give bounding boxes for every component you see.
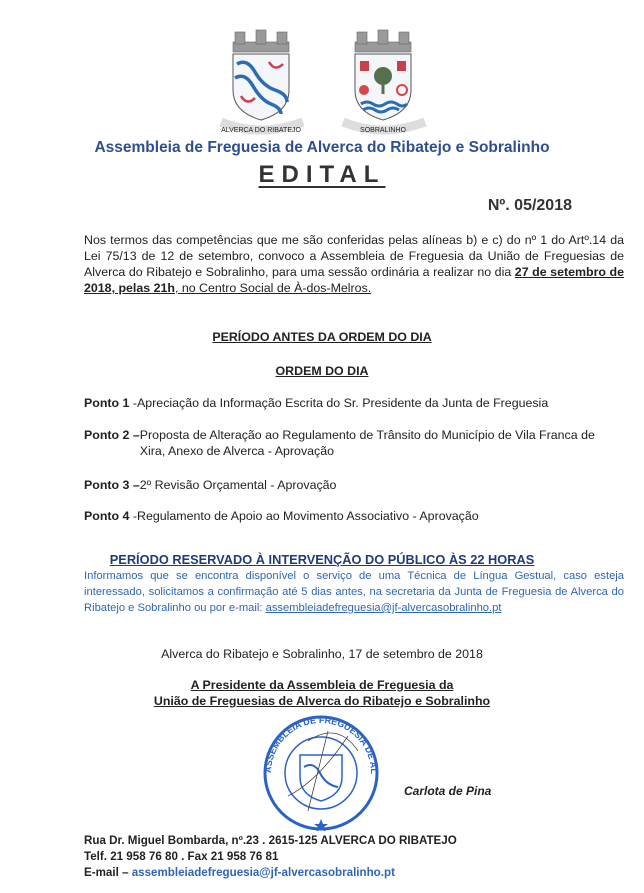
place-date: Alverca do Ribatejo e Sobralinho, 17 de setembro de 2018 xyxy=(161,647,483,661)
sobralinho-banner-text: SOBRALINHO xyxy=(360,127,406,134)
signer-name: Carlota de Pina xyxy=(404,784,492,798)
agenda-item-label: Ponto 3 xyxy=(84,478,130,492)
session-date: 27 de setembro de 2018, pelas 21h xyxy=(84,265,624,295)
organization-title: Assembleia de Freguesia de Alverca do Ribatejo e Sobralinho xyxy=(94,139,550,156)
footer-phone-fax: Telf. 21 958 76 80 . Fax 21 958 76 81 xyxy=(84,850,279,863)
signature-title-line2: União de Freguesias de Alverca do Ribatejo e Sobralinho xyxy=(153,694,491,708)
agenda-item xyxy=(84,427,624,459)
agenda-item xyxy=(84,477,624,493)
section-intervencao-publico: PERÍODO RESERVADO À INTERVENÇÃO DO PÚBLICO ÀS 22 HORAS xyxy=(109,552,535,567)
footer-email-link[interactable]: assembleiadefreguesia@jf-alvercasobralinho.pt xyxy=(131,866,395,879)
notice-text: Informamos que se encontra disponível o serviço de uma Técnica de Língua Gestual, caso esteja interessado, solicitamos a confirmação até 5 dias antes, na secretaria da Junta de Freguesia de Alverca do Ribatejo e Sobralinho ou por e-mail: xyxy=(84,570,624,614)
sobralinho-coat-of-arms-icon xyxy=(333,28,433,136)
agenda-item-head xyxy=(84,395,137,411)
footer-email-label: E-mail – xyxy=(84,866,132,879)
agenda-item-label: Ponto 1 xyxy=(84,396,130,410)
agenda-item-body xyxy=(140,427,624,459)
agenda-item-head xyxy=(84,427,140,459)
agenda-item-sep: - xyxy=(129,509,138,523)
document-title xyxy=(0,160,644,190)
agenda-item-text: Regulamento de Apoio ao Movimento Associativo - Aprovação xyxy=(137,509,479,523)
agenda-item-text: Proposta de Alteração ao Regulamento de Trânsito do Município de Vila Franca de xyxy=(139,428,595,442)
alverca-coat-of-arms-icon xyxy=(211,28,311,136)
agenda-item-head xyxy=(84,508,137,524)
agenda-item-text: 2º Revisão Orçamental - Aprovação xyxy=(139,478,337,492)
section-ordem-dia: ORDEM DO DIA xyxy=(275,364,369,378)
stamp-seal-icon xyxy=(248,711,394,831)
sobralinho-crest xyxy=(333,28,433,136)
agenda-item-sep: – xyxy=(129,478,140,492)
signature-title-line1: A Presidente da Assembleia de Freguesia da xyxy=(190,678,454,692)
agenda-item xyxy=(84,395,624,411)
agenda-item xyxy=(84,508,624,524)
agenda-item-label: Ponto 4 xyxy=(84,509,130,523)
agenda-item-text-cont: Xira, Anexo de Alverca - Aprovação xyxy=(139,444,335,458)
crests-row xyxy=(20,28,624,136)
edital-number: Nº. 05/2018 xyxy=(487,197,572,214)
section-antes-ordem-dia: PERÍODO ANTES DA ORDEM DO DIA xyxy=(212,330,432,344)
agenda-item-head xyxy=(84,477,140,493)
official-stamp xyxy=(248,711,394,831)
sign-language-notice xyxy=(84,568,624,616)
stamp-ring-text: ASSEMBLEIA DE FREGUESIA DE AL xyxy=(262,714,380,774)
alverca-banner-text: ALVERCA DO RIBATEJO xyxy=(221,127,301,134)
alverca-crest xyxy=(211,28,311,136)
notice-email-link[interactable]: assembleiadefreguesia@jf-alvercasobralinho.pt xyxy=(265,602,502,614)
session-location: , no Centro Social de À-dos-Melros. xyxy=(174,281,372,295)
agenda-item-text: Apreciação da Informação Escrita do Sr. Presidente da Junta de Freguesia xyxy=(137,396,549,410)
intro-paragraph xyxy=(84,232,624,296)
document-title-text: EDITAL xyxy=(258,161,386,188)
intro-text: Nos termos das competências que me são conferidas pelas alíneas b) e c) do nº 1 do Artº.14 da Lei 75/13 de 12 de setembro, convoco a Assembleia de Freguesia da União de Freguesias de Alverca do Ribatejo e Sobralinho, para uma sessão ordinária a realizar no dia xyxy=(84,233,624,279)
agenda-item-label: Ponto 2 xyxy=(84,428,130,442)
agenda-item-sep: - xyxy=(129,396,138,410)
footer-address: Rua Dr. Miguel Bombarda, nº.23 . 2615-125 ALVERCA DO RIBATEJO xyxy=(84,834,457,847)
stamp-area xyxy=(0,709,644,833)
agenda-item-sep: – xyxy=(129,428,140,442)
